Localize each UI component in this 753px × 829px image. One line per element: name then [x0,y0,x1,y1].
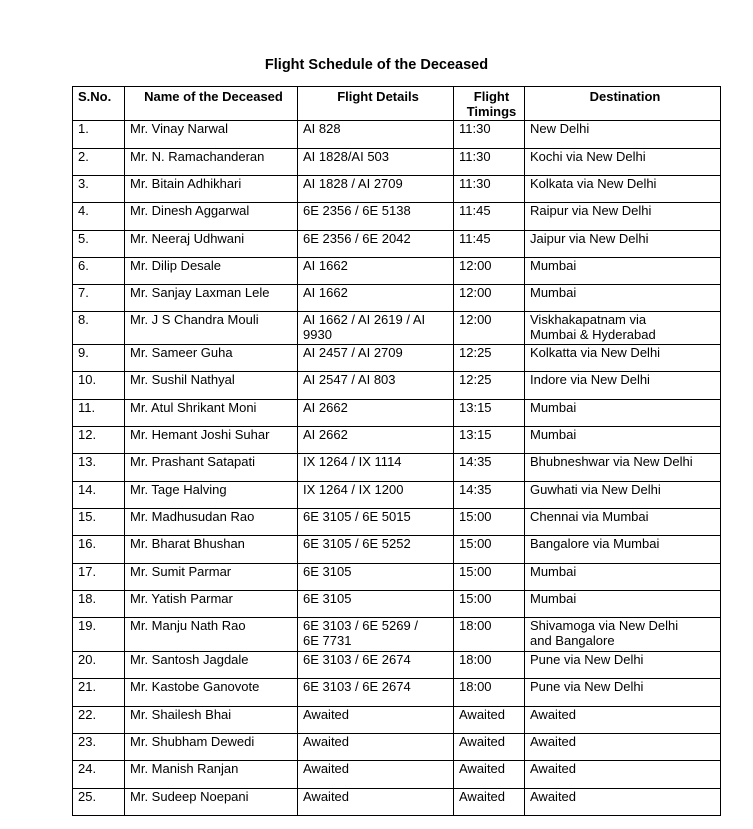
cell-sno: 12. [73,427,125,454]
header-flight-details: Flight Details [298,87,454,121]
cell-flight-time: 11:30 [454,149,525,176]
cell-flight-details: IX 1264 / IX 1200 [298,482,454,509]
cell-flight-details: AI 2662 [298,400,454,427]
document-title: Flight Schedule of the Deceased [264,57,489,73]
table-row [73,312,721,345]
cell-sno: 4. [73,203,125,231]
cell-sno: 1. [73,121,125,149]
cell-sno: 11. [73,400,125,427]
cell-sno: 9. [73,345,125,372]
cell-flight-details: Awaited [298,734,454,761]
cell-sno: 19. [73,618,125,652]
cell-name: Mr. Sanjay Laxman Lele [125,285,298,312]
cell-name: Mr. Dilip Desale [125,258,298,285]
cell-destination: Raipur via New Delhi [525,203,721,231]
table-row [73,285,721,312]
cell-flight-details: 6E 2356 / 6E 5138 [298,203,454,231]
cell-flight-time: 15:00 [454,536,525,564]
cell-sno: 16. [73,536,125,564]
cell-flight-details: Awaited [298,789,454,816]
cell-destination: Kolkata via New Delhi [525,176,721,203]
cell-flight-time: Awaited [454,789,525,816]
cell-sno: 22. [73,707,125,734]
cell-name: Mr. Sudeep Noepani [125,789,298,816]
cell-name: Mr. Vinay Narwal [125,121,298,149]
cell-flight-time: 12:25 [454,345,525,372]
table-row [73,789,721,816]
cell-name: Mr. Madhusudan Rao [125,509,298,536]
cell-flight-time: 14:35 [454,454,525,482]
cell-flight-time: 12:00 [454,312,525,345]
table-row [73,618,721,652]
cell-flight-time: 18:00 [454,679,525,707]
cell-flight-details-line2: 9930 [303,327,332,342]
cell-destination-line1: Viskhakapatnam via [530,312,647,327]
table-row [73,454,721,482]
cell-flight-time: 13:15 [454,427,525,454]
cell-destination: Awaited [525,734,721,761]
cell-flight-details-line1: 6E 3103 / 6E 5269 / [303,618,418,633]
table-row [73,564,721,591]
cell-flight-time: 12:00 [454,258,525,285]
cell-flight-details: AI 1828/AI 503 [298,149,454,176]
cell-flight-time: 15:00 [454,564,525,591]
cell-flight-details: 6E 3105 [298,591,454,618]
cell-flight-time: Awaited [454,734,525,761]
cell-sno: 25. [73,789,125,816]
cell-flight-time: 12:00 [454,285,525,312]
header-flight-timings-line1: Flight [473,89,510,104]
table-row [73,345,721,372]
cell-sno: 14. [73,482,125,509]
cell-sno: 5. [73,231,125,258]
cell-name: Mr. Sumit Parmar [125,564,298,591]
cell-destination: Jaipur via New Delhi [525,231,721,258]
cell-destination: Pune via New Delhi [525,652,721,679]
cell-sno: 18. [73,591,125,618]
cell-destination: Bhubneshwar via New Delhi [525,454,721,482]
cell-destination: Mumbai [525,564,721,591]
cell-name: Mr. Prashant Satapati [125,454,298,482]
cell-name: Mr. Atul Shrikant Moni [125,400,298,427]
cell-flight-time: 18:00 [454,652,525,679]
cell-name: Mr. Hemant Joshi Suhar [125,427,298,454]
cell-flight-details: AI 1662 [298,285,454,312]
cell-destination-line2: and Bangalore [530,633,615,648]
cell-destination: Chennai via Mumbai [525,509,721,536]
cell-flight-time: 15:00 [454,591,525,618]
cell-destination: Mumbai [525,591,721,618]
table-row [73,591,721,618]
cell-sno: 8. [73,312,125,345]
cell-destination: Mumbai [525,427,721,454]
cell-flight-details: 6E 2356 / 6E 2042 [298,231,454,258]
table-row [73,536,721,564]
cell-flight-time: 11:45 [454,231,525,258]
cell-name: Mr. Manju Nath Rao [125,618,298,652]
cell-flight-details: Awaited [298,707,454,734]
cell-flight-time: Awaited [454,761,525,789]
table-row [73,400,721,427]
cell-sno: 20. [73,652,125,679]
cell-sno: 2. [73,149,125,176]
cell-name: Mr. Kastobe Ganovote [125,679,298,707]
table-row [73,509,721,536]
cell-destination: Pune via New Delhi [525,679,721,707]
cell-flight-details: 6E 3103 / 6E 2674 [298,679,454,707]
header-flight-timings [454,87,525,121]
table-row [73,482,721,509]
table-row [73,427,721,454]
table-row [73,258,721,285]
cell-flight-time: 11:45 [454,203,525,231]
cell-flight-details-line2: 6E 7731 [303,633,352,648]
cell-flight-details: 6E 3105 / 6E 5015 [298,509,454,536]
cell-name: Mr. Shailesh Bhai [125,707,298,734]
cell-name: Mr. Shubham Dewedi [125,734,298,761]
header-sno: S.No. [73,87,125,121]
cell-destination [525,618,721,652]
cell-flight-details: 6E 3105 [298,564,454,591]
cell-name: Mr. Neeraj Udhwani [125,231,298,258]
cell-flight-details: AI 2662 [298,427,454,454]
cell-name: Mr. Santosh Jagdale [125,652,298,679]
cell-destination: New Delhi [525,121,721,149]
cell-destination: Kochi via New Delhi [525,149,721,176]
cell-sno: 17. [73,564,125,591]
cell-name: Mr. Bitain Adhikhari [125,176,298,203]
cell-destination: Bangalore via Mumbai [525,536,721,564]
cell-flight-time: 18:00 [454,618,525,652]
cell-flight-time: 15:00 [454,509,525,536]
cell-flight-time: 12:25 [454,372,525,400]
cell-destination-line2: Mumbai & Hyderabad [530,327,656,342]
cell-flight-details-line1: AI 1662 / AI 2619 / AI [303,312,426,327]
cell-name: Mr. Tage Halving [125,482,298,509]
cell-name: Mr. Manish Ranjan [125,761,298,789]
cell-flight-details: AI 2547 / AI 803 [298,372,454,400]
cell-flight-details: Awaited [298,761,454,789]
cell-flight-details: AI 2457 / AI 2709 [298,345,454,372]
cell-destination [525,312,721,345]
cell-flight-time: 11:30 [454,121,525,149]
table-row [73,149,721,176]
cell-flight-details: 6E 3105 / 6E 5252 [298,536,454,564]
cell-destination: Awaited [525,761,721,789]
header-name: Name of the Deceased [125,87,298,121]
cell-flight-details [298,312,454,345]
cell-destination: Mumbai [525,285,721,312]
flight-schedule-table [72,86,721,816]
cell-flight-details: AI 1828 / AI 2709 [298,176,454,203]
cell-destination: Awaited [525,707,721,734]
cell-sno: 24. [73,761,125,789]
header-destination: Destination [525,87,721,121]
cell-name: Mr. N. Ramachanderan [125,149,298,176]
cell-flight-details: AI 1662 [298,258,454,285]
cell-flight-details: AI 828 [298,121,454,149]
cell-flight-details: 6E 3103 / 6E 2674 [298,652,454,679]
table-row [73,652,721,679]
cell-name: Mr. Sameer Guha [125,345,298,372]
cell-name: Mr. Bharat Bhushan [125,536,298,564]
cell-destination: Mumbai [525,400,721,427]
table-row [73,121,721,149]
cell-flight-time: Awaited [454,707,525,734]
table-row [73,176,721,203]
cell-sno: 3. [73,176,125,203]
cell-name: Mr. Sushil Nathyal [125,372,298,400]
cell-sno: 15. [73,509,125,536]
cell-sno: 23. [73,734,125,761]
cell-flight-details [298,618,454,652]
cell-destination: Kolkatta via New Delhi [525,345,721,372]
table-row [73,707,721,734]
table-row [73,761,721,789]
cell-destination: Mumbai [525,258,721,285]
cell-flight-time: 14:35 [454,482,525,509]
table-row [73,203,721,231]
table-row [73,679,721,707]
cell-destination: Awaited [525,789,721,816]
cell-flight-details: IX 1264 / IX 1114 [298,454,454,482]
cell-sno: 21. [73,679,125,707]
table-row [73,734,721,761]
header-flight-timings-line2: Timings [466,104,517,119]
cell-name: Mr. Yatish Parmar [125,591,298,618]
table-row [73,372,721,400]
cell-sno: 6. [73,258,125,285]
cell-flight-time: 11:30 [454,176,525,203]
cell-name: Mr. J S Chandra Mouli [125,312,298,345]
cell-flight-time: 13:15 [454,400,525,427]
cell-sno: 13. [73,454,125,482]
cell-destination-line1: Shivamoga via New Delhi [530,618,679,633]
cell-destination: Guwhati via New Delhi [525,482,721,509]
cell-name: Mr. Dinesh Aggarwal [125,203,298,231]
table-row [73,231,721,258]
cell-sno: 10. [73,372,125,400]
cell-destination: Indore via New Delhi [525,372,721,400]
cell-sno: 7. [73,285,125,312]
table-header-row [73,87,721,121]
